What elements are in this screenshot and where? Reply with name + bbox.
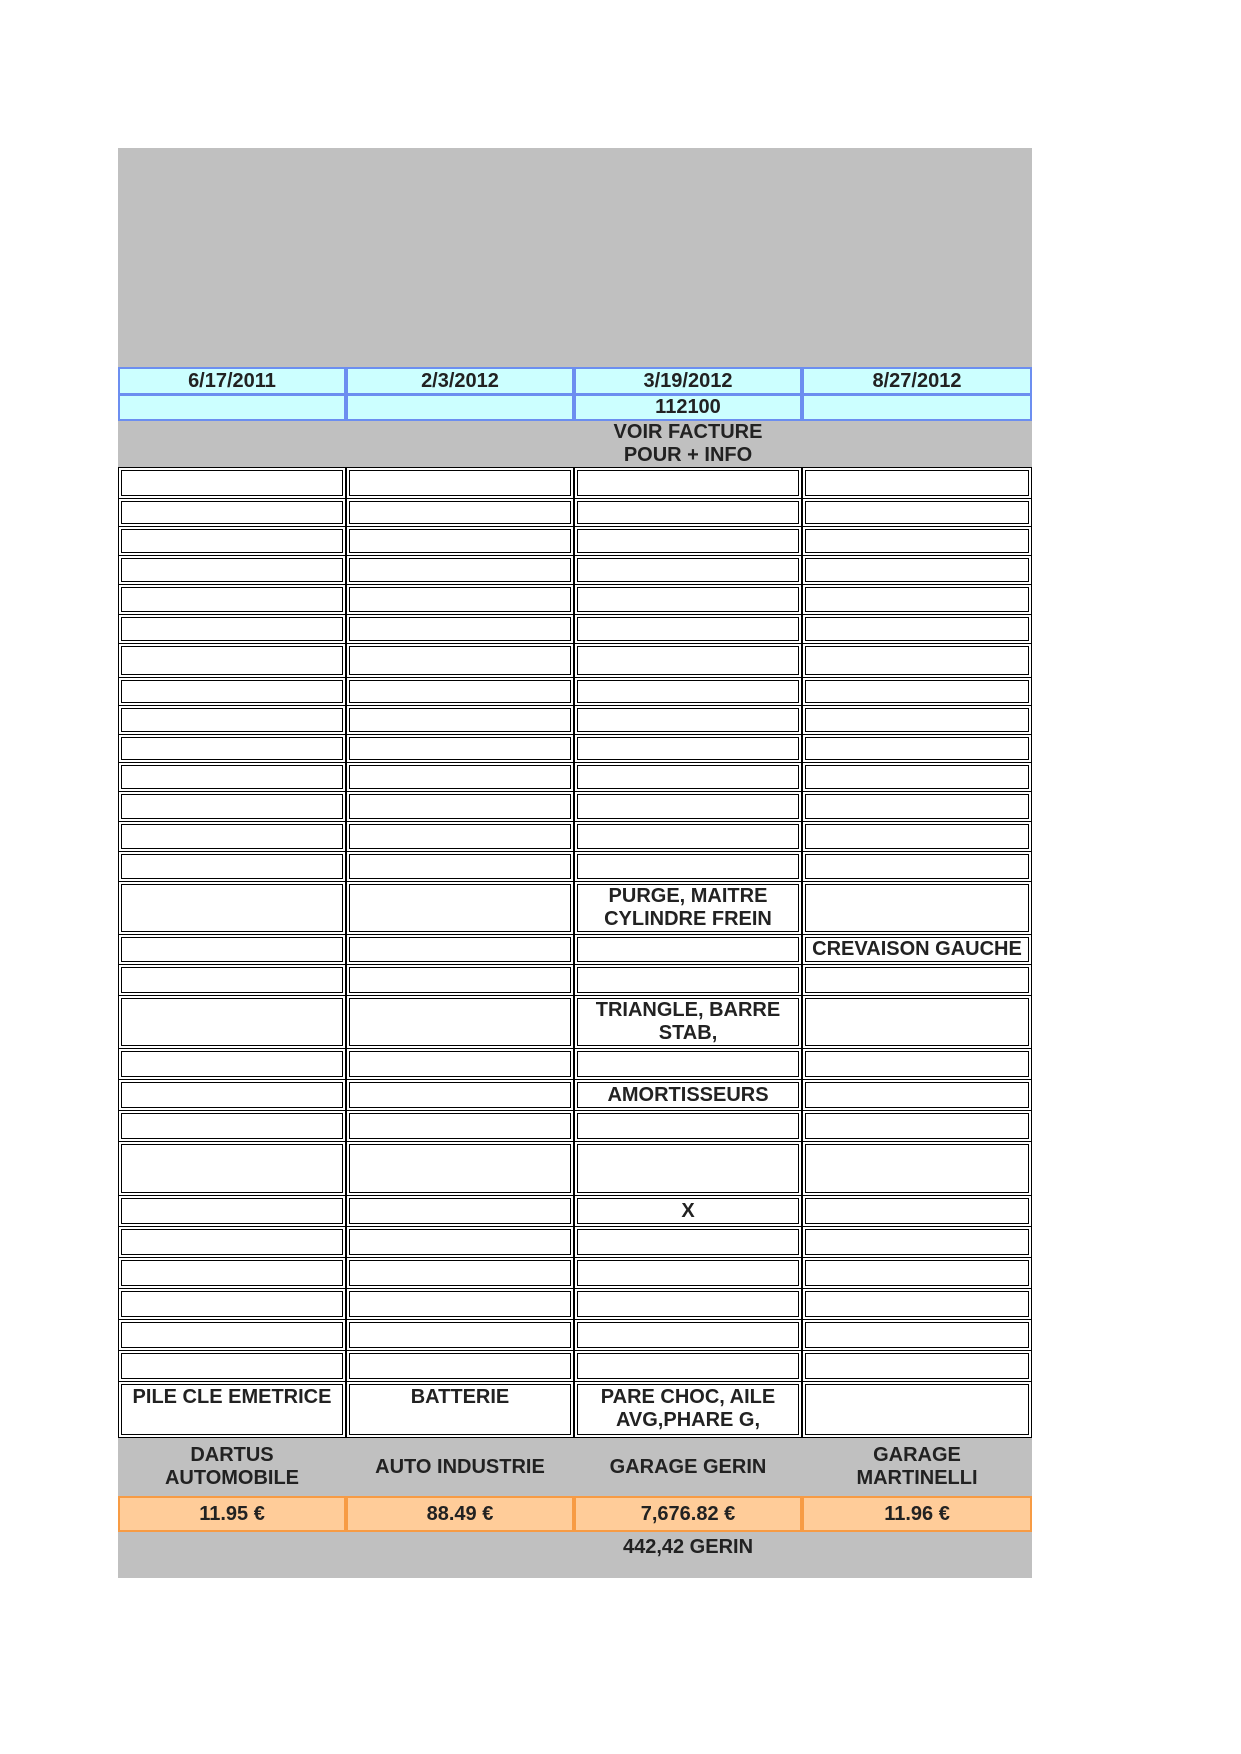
table-cell[interactable] bbox=[346, 1110, 574, 1142]
table-cell[interactable] bbox=[346, 1141, 574, 1196]
table-cell[interactable] bbox=[118, 705, 346, 735]
table-cell[interactable] bbox=[346, 851, 574, 882]
table-cell[interactable] bbox=[802, 584, 1032, 615]
footnote-cell[interactable]: 442,42 GERIN bbox=[622, 1535, 754, 1558]
table-cell[interactable] bbox=[802, 821, 1032, 852]
table-cell[interactable]: TRIANGLE, BARRE STAB, bbox=[574, 995, 802, 1049]
notes-cell[interactable] bbox=[118, 421, 346, 467]
table-cell[interactable] bbox=[118, 584, 346, 615]
table-cell[interactable] bbox=[118, 614, 346, 644]
table-cell[interactable] bbox=[802, 995, 1032, 1049]
table-cell[interactable] bbox=[802, 1350, 1032, 1382]
table-cell[interactable] bbox=[574, 643, 802, 678]
table-cell[interactable] bbox=[802, 762, 1032, 792]
total-cell[interactable]: 7,676.82 € bbox=[574, 1496, 802, 1532]
table-cell[interactable] bbox=[118, 734, 346, 763]
table-cell[interactable] bbox=[346, 1350, 574, 1382]
table-cell[interactable] bbox=[574, 677, 802, 706]
table-cell[interactable] bbox=[802, 555, 1032, 585]
table-cell[interactable] bbox=[802, 881, 1032, 935]
table-cell[interactable] bbox=[118, 643, 346, 678]
table-cell[interactable] bbox=[346, 643, 574, 678]
table-cell[interactable] bbox=[574, 964, 802, 996]
table-cell[interactable] bbox=[346, 1257, 574, 1289]
table-cell[interactable]: PARE CHOC, AILE AVG,PHARE G, bbox=[574, 1381, 802, 1438]
table-cell[interactable] bbox=[574, 555, 802, 585]
table-cell[interactable] bbox=[802, 734, 1032, 763]
table-cell[interactable] bbox=[574, 584, 802, 615]
table-cell[interactable] bbox=[118, 1079, 346, 1111]
table-cell[interactable] bbox=[346, 964, 574, 996]
table-cell[interactable] bbox=[118, 498, 346, 527]
table-cell[interactable] bbox=[574, 614, 802, 644]
footnote-cell[interactable] bbox=[346, 1532, 574, 1562]
table-cell[interactable] bbox=[574, 1319, 802, 1351]
table-cell[interactable] bbox=[346, 1079, 574, 1111]
table-cell[interactable] bbox=[118, 677, 346, 706]
table-cell[interactable] bbox=[802, 498, 1032, 527]
table-cell[interactable] bbox=[118, 821, 346, 852]
table-cell[interactable] bbox=[346, 791, 574, 822]
table-cell[interactable] bbox=[574, 1110, 802, 1142]
table-cell[interactable] bbox=[802, 851, 1032, 882]
table-cell[interactable] bbox=[802, 677, 1032, 706]
table-cell[interactable]: AMORTISSEURS bbox=[574, 1079, 802, 1111]
notes-cell[interactable] bbox=[802, 421, 1032, 467]
table-cell[interactable]: PURGE, MAITRE CYLINDRE FREIN bbox=[574, 881, 802, 935]
table-cell[interactable] bbox=[346, 995, 574, 1049]
table-cell[interactable] bbox=[802, 791, 1032, 822]
table-cell[interactable] bbox=[574, 762, 802, 792]
date-cell[interactable]: 8/27/2012 bbox=[802, 367, 1032, 395]
table-cell[interactable] bbox=[574, 1048, 802, 1080]
table-cell[interactable] bbox=[574, 705, 802, 735]
table-cell[interactable] bbox=[574, 1288, 802, 1320]
table-cell[interactable] bbox=[346, 1288, 574, 1320]
table-cell[interactable] bbox=[802, 614, 1032, 644]
table-cell[interactable] bbox=[118, 1110, 346, 1142]
table-cell[interactable] bbox=[346, 1195, 574, 1227]
table-cell[interactable] bbox=[802, 467, 1032, 499]
spreadsheet bbox=[118, 148, 1032, 1578]
table-cell[interactable] bbox=[346, 821, 574, 852]
table-cell[interactable] bbox=[118, 555, 346, 585]
table-cell[interactable] bbox=[802, 1141, 1032, 1196]
reference-cell[interactable] bbox=[118, 394, 346, 421]
table-cell[interactable] bbox=[118, 881, 346, 935]
reference-cell[interactable] bbox=[346, 394, 574, 421]
table-cell[interactable] bbox=[574, 1350, 802, 1382]
table-cell[interactable] bbox=[346, 498, 574, 527]
table-cell[interactable] bbox=[802, 1079, 1032, 1111]
table-cell[interactable] bbox=[802, 526, 1032, 556]
garage-cell[interactable]: DARTUS AUTOMOBILE bbox=[164, 1444, 300, 1489]
footnote-cell[interactable] bbox=[118, 1532, 346, 1562]
table-cell[interactable] bbox=[346, 1319, 574, 1351]
table-cell[interactable] bbox=[574, 791, 802, 822]
table-cell[interactable] bbox=[118, 1319, 346, 1351]
table-cell[interactable] bbox=[802, 1288, 1032, 1320]
table-cell[interactable] bbox=[802, 1226, 1032, 1258]
table-cell[interactable] bbox=[118, 762, 346, 792]
table-cell[interactable] bbox=[118, 526, 346, 556]
table-cell[interactable] bbox=[574, 934, 802, 965]
table-cell[interactable] bbox=[802, 643, 1032, 678]
table-cell[interactable] bbox=[802, 1048, 1032, 1080]
table-cell[interactable] bbox=[346, 614, 574, 644]
date-cell[interactable]: 6/17/2011 bbox=[118, 367, 346, 395]
table-cell[interactable] bbox=[574, 851, 802, 882]
table-cell[interactable] bbox=[346, 677, 574, 706]
table-cell[interactable]: CREVAISON GAUCHE bbox=[802, 934, 1032, 965]
garage-cell[interactable]: GARAGE GERIN bbox=[609, 1455, 767, 1478]
table-cell[interactable] bbox=[574, 467, 802, 499]
table-cell[interactable] bbox=[802, 705, 1032, 735]
table-cell[interactable] bbox=[802, 1110, 1032, 1142]
table-cell[interactable] bbox=[118, 995, 346, 1049]
table-cell[interactable] bbox=[118, 1141, 346, 1196]
garage-cell[interactable]: GARAGE MARTINELLI bbox=[856, 1444, 978, 1489]
footnote-cell[interactable] bbox=[802, 1532, 1032, 1562]
notes-cell[interactable] bbox=[346, 421, 574, 467]
table-cell[interactable] bbox=[346, 526, 574, 556]
table-cell[interactable] bbox=[802, 1319, 1032, 1351]
table-cell[interactable] bbox=[574, 498, 802, 527]
table-cell[interactable] bbox=[802, 1257, 1032, 1289]
table-cell[interactable] bbox=[346, 705, 574, 735]
table-cell[interactable]: X bbox=[574, 1195, 802, 1227]
garage-cell[interactable]: AUTO INDUSTRIE bbox=[375, 1455, 545, 1478]
table-cell[interactable] bbox=[118, 851, 346, 882]
table-cell[interactable] bbox=[574, 1257, 802, 1289]
table-cell[interactable] bbox=[346, 734, 574, 763]
table-cell[interactable] bbox=[802, 964, 1032, 996]
table-cell[interactable] bbox=[118, 964, 346, 996]
table-cell[interactable] bbox=[574, 1141, 802, 1196]
header-grey-area bbox=[118, 148, 1032, 367]
table-cell[interactable] bbox=[346, 555, 574, 585]
table-cell[interactable] bbox=[346, 1226, 574, 1258]
table-cell[interactable] bbox=[346, 934, 574, 965]
table-cell[interactable] bbox=[346, 467, 574, 499]
table-cell[interactable] bbox=[118, 1350, 346, 1382]
table-cell[interactable] bbox=[118, 791, 346, 822]
table-cell[interactable] bbox=[346, 584, 574, 615]
table-cell[interactable] bbox=[118, 1048, 346, 1080]
table-cell[interactable] bbox=[802, 1381, 1032, 1438]
table-cell[interactable] bbox=[118, 1195, 346, 1227]
table-cell[interactable] bbox=[574, 734, 802, 763]
table-cell[interactable] bbox=[118, 1257, 346, 1289]
table-cell[interactable] bbox=[118, 1288, 346, 1320]
table-cell[interactable]: BATTERIE bbox=[346, 1381, 574, 1438]
table-cell[interactable] bbox=[574, 821, 802, 852]
table-cell[interactable] bbox=[346, 1048, 574, 1080]
table-cell[interactable] bbox=[574, 526, 802, 556]
table-cell[interactable] bbox=[574, 1226, 802, 1258]
table-cell[interactable] bbox=[118, 467, 346, 499]
table-cell[interactable] bbox=[346, 762, 574, 792]
total-cell[interactable]: 11.96 € bbox=[802, 1496, 1032, 1532]
date-cell[interactable]: 3/19/2012 bbox=[574, 367, 802, 395]
notes-cell[interactable]: VOIR FACTURE POUR + INFO bbox=[613, 421, 763, 466]
table-cell[interactable]: PILE CLE EMETRICE bbox=[118, 1381, 346, 1438]
reference-cell[interactable]: 112100 bbox=[574, 394, 802, 421]
total-cell[interactable]: 11.95 € bbox=[118, 1496, 346, 1532]
reference-cell[interactable] bbox=[802, 394, 1032, 421]
table-cell[interactable] bbox=[118, 1226, 346, 1258]
table-cell[interactable] bbox=[802, 1195, 1032, 1227]
table-cell[interactable] bbox=[346, 881, 574, 935]
table-cell[interactable] bbox=[118, 934, 346, 965]
total-cell[interactable]: 88.49 € bbox=[346, 1496, 574, 1532]
date-cell[interactable]: 2/3/2012 bbox=[346, 367, 574, 395]
